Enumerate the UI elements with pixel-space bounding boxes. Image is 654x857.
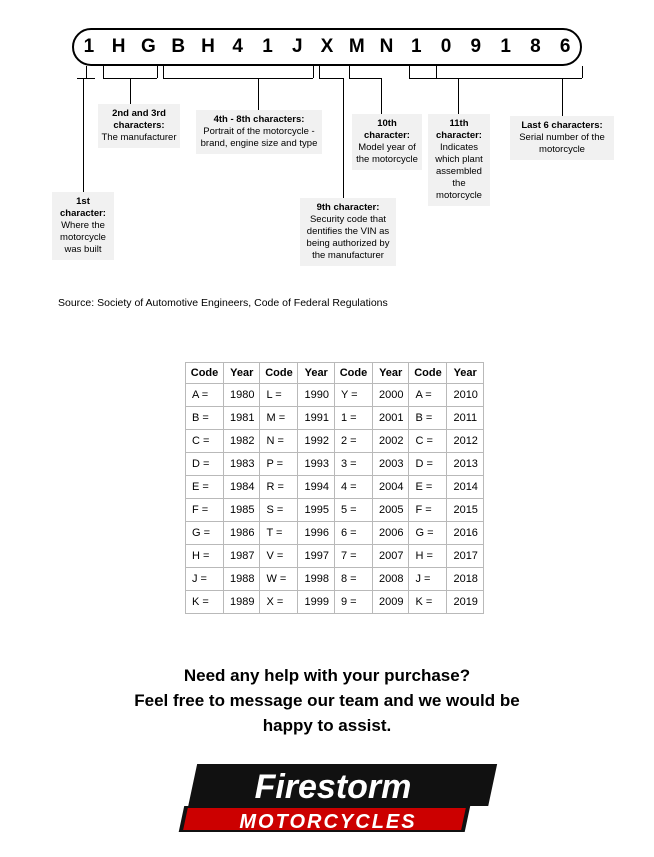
year-cell: 1998 [298, 568, 334, 591]
code-cell: W = [260, 568, 298, 591]
callout-body: Security code that dentifies the VIN as being authorized by the manufacturer [306, 214, 390, 261]
vin-char: 1 [411, 36, 422, 57]
bracket-line [319, 78, 343, 79]
vin-char: G [141, 36, 156, 57]
leader-line [381, 78, 382, 114]
table-row [186, 407, 484, 430]
vin-char: B [171, 36, 186, 57]
code-cell: F = [409, 499, 447, 522]
bracket-tick [436, 66, 437, 78]
leader-line [83, 78, 84, 192]
year-cell: 1994 [298, 476, 334, 499]
vin-char: J [291, 36, 303, 57]
leader-line [458, 78, 459, 114]
leader-line [130, 78, 131, 104]
year-cell: 1981 [224, 407, 260, 430]
code-cell: K = [409, 591, 447, 614]
year-cell: 2008 [372, 568, 408, 591]
bracket-tick [349, 66, 350, 78]
leader-line [86, 66, 87, 78]
callout-body: Where the motorcycle was built [60, 220, 106, 255]
callout-title: 9th character: [316, 202, 380, 213]
code-cell: X = [260, 591, 298, 614]
help-line-3: happy to assist. [262, 716, 392, 735]
logo-primary-text: Firestorm [254, 768, 412, 806]
code-cell: J = [186, 568, 224, 591]
year-cell: 2000 [372, 384, 408, 407]
firestorm-motorcycles-logo [168, 760, 498, 842]
callout-title: 1st character: [60, 196, 106, 219]
vin-char: 1 [262, 36, 273, 57]
year-cell: 2006 [372, 522, 408, 545]
logo-secondary-text: MOTORCYCLES [239, 811, 417, 833]
bracket-tick [157, 66, 158, 78]
year-cell: 1982 [224, 430, 260, 453]
column-header: Year [372, 363, 408, 384]
year-cell: 2016 [447, 522, 483, 545]
year-cell: 2002 [372, 430, 408, 453]
year-cell: 2001 [372, 407, 408, 430]
code-cell: P = [260, 453, 298, 476]
callout-second-third-characters [98, 104, 180, 148]
column-header: Year [447, 363, 483, 384]
year-cell: 2005 [372, 499, 408, 522]
code-cell: Y = [334, 384, 372, 407]
vin-char: 1 [500, 36, 511, 57]
source-citation: Source: Society of Automotive Engineers, Code of Federal Regulations [58, 297, 388, 309]
code-cell: 2 = [334, 430, 372, 453]
year-cell: 1989 [224, 591, 260, 614]
code-cell: D = [409, 453, 447, 476]
code-cell: D = [186, 453, 224, 476]
help-message [0, 663, 654, 738]
year-cell: 1986 [224, 522, 260, 545]
help-line-1: Need any help with your purchase? [183, 666, 471, 685]
code-cell: 5 = [334, 499, 372, 522]
year-cell: 2012 [447, 430, 483, 453]
year-cell: 1992 [298, 430, 334, 453]
leader-line [258, 78, 259, 110]
table-header-row [186, 363, 484, 384]
code-cell: 9 = [334, 591, 372, 614]
year-cell: 2007 [372, 545, 408, 568]
code-cell: J = [409, 568, 447, 591]
bracket-line [436, 78, 582, 79]
vin-char: 9 [470, 36, 482, 57]
vin-char: 6 [559, 36, 571, 57]
vin-char: 1 [83, 36, 95, 57]
code-cell: S = [260, 499, 298, 522]
bracket-line [349, 78, 381, 79]
code-cell: C = [409, 430, 447, 453]
code-cell: H = [186, 545, 224, 568]
code-cell: E = [409, 476, 447, 499]
year-cell: 1984 [224, 476, 260, 499]
year-cell: 1997 [298, 545, 334, 568]
code-cell: F = [186, 499, 224, 522]
table-row [186, 499, 484, 522]
column-header: Code [260, 363, 298, 384]
vin-char: 4 [232, 36, 243, 57]
bracket-tick [582, 66, 583, 78]
year-cell: 1980 [224, 384, 260, 407]
code-cell: 4 = [334, 476, 372, 499]
code-cell: 8 = [334, 568, 372, 591]
year-cell: 2018 [447, 568, 483, 591]
vin-char: 8 [530, 36, 541, 57]
bracket-tick [409, 66, 410, 78]
code-cell: T = [260, 522, 298, 545]
vin-char: M [348, 36, 365, 57]
vin-number-bar [72, 28, 582, 66]
bracket-line [163, 78, 313, 79]
column-header: Year [298, 363, 334, 384]
column-header: Code [334, 363, 372, 384]
year-cell: 1991 [298, 407, 334, 430]
code-cell: M = [260, 407, 298, 430]
year-cell: 1996 [298, 522, 334, 545]
year-cell: 1985 [224, 499, 260, 522]
code-cell: B = [409, 407, 447, 430]
year-cell: 2013 [447, 453, 483, 476]
callout-title: 10th character: [364, 118, 410, 141]
year-cell: 2004 [372, 476, 408, 499]
bracket-line [77, 78, 95, 79]
code-cell: 7 = [334, 545, 372, 568]
callout-last-six-characters [510, 116, 614, 160]
code-cell: H = [409, 545, 447, 568]
bracket-tick [319, 66, 320, 78]
vin-char: H [111, 36, 126, 57]
callout-title: 4th - 8th characters: [213, 114, 305, 125]
code-cell: A = [186, 384, 224, 407]
code-cell: C = [186, 430, 224, 453]
leader-line [343, 78, 344, 198]
code-cell: B = [186, 407, 224, 430]
code-cell: 3 = [334, 453, 372, 476]
year-cell: 1995 [298, 499, 334, 522]
year-cell: 2009 [372, 591, 408, 614]
table-row [186, 522, 484, 545]
vin-diagram [0, 0, 654, 309]
table-row [186, 476, 484, 499]
callout-title: 11th character: [436, 118, 482, 141]
code-cell: A = [409, 384, 447, 407]
callout-ninth-character [300, 198, 396, 266]
code-cell: 1 = [334, 407, 372, 430]
model-year-code-table [185, 362, 484, 614]
year-cell: 1983 [224, 453, 260, 476]
callout-first-character [52, 192, 114, 260]
year-cell: 1988 [224, 568, 260, 591]
callout-eleventh-character [428, 114, 490, 206]
callout-body: The manufacturer [101, 132, 177, 143]
callout-title: Last 6 characters: [521, 120, 603, 131]
code-cell: R = [260, 476, 298, 499]
table-row [186, 568, 484, 591]
year-cell: 2014 [447, 476, 483, 499]
code-cell: G = [186, 522, 224, 545]
code-cell: G = [409, 522, 447, 545]
code-cell: V = [260, 545, 298, 568]
year-cell: 1999 [298, 591, 334, 614]
vin-char: N [379, 36, 394, 57]
table-row [186, 453, 484, 476]
column-header: Code [186, 363, 224, 384]
leader-line [562, 78, 563, 116]
year-cell: 2017 [447, 545, 483, 568]
bracket-tick [313, 66, 314, 78]
code-cell: 6 = [334, 522, 372, 545]
help-line-2: Feel free to message our team and we would be [134, 691, 520, 710]
bracket-tick [103, 66, 104, 78]
callout-tenth-character [352, 114, 422, 170]
callout-body: Indicates which plant assembled the motorcycle [435, 142, 483, 201]
year-cell: 1990 [298, 384, 334, 407]
callout-body: Portrait of the motorcycle - brand, engine size and type [200, 126, 318, 149]
year-cell: 2019 [447, 591, 483, 614]
column-header: Code [409, 363, 447, 384]
callout-body: Serial number of the motorcycle [519, 132, 605, 155]
code-cell: N = [260, 430, 298, 453]
code-cell: E = [186, 476, 224, 499]
vin-char: 0 [440, 36, 452, 57]
year-cell: 1987 [224, 545, 260, 568]
table-row [186, 591, 484, 614]
callout-fourth-eighth-characters [196, 110, 322, 154]
year-cell: 2010 [447, 384, 483, 407]
year-cell: 2015 [447, 499, 483, 522]
callout-title: 2nd and 3rd characters: [112, 108, 166, 131]
table-row [186, 545, 484, 568]
year-cell: 2011 [447, 407, 483, 430]
table-row [186, 430, 484, 453]
vin-char: X [320, 36, 334, 57]
column-header: Year [224, 363, 260, 384]
year-cell: 2003 [372, 453, 408, 476]
code-cell: K = [186, 591, 224, 614]
vin-char: H [201, 36, 215, 57]
code-cell: L = [260, 384, 298, 407]
bracket-tick [163, 66, 164, 78]
table-row [186, 384, 484, 407]
callout-body: Model year of the motorcycle [356, 142, 418, 165]
year-cell: 1993 [298, 453, 334, 476]
